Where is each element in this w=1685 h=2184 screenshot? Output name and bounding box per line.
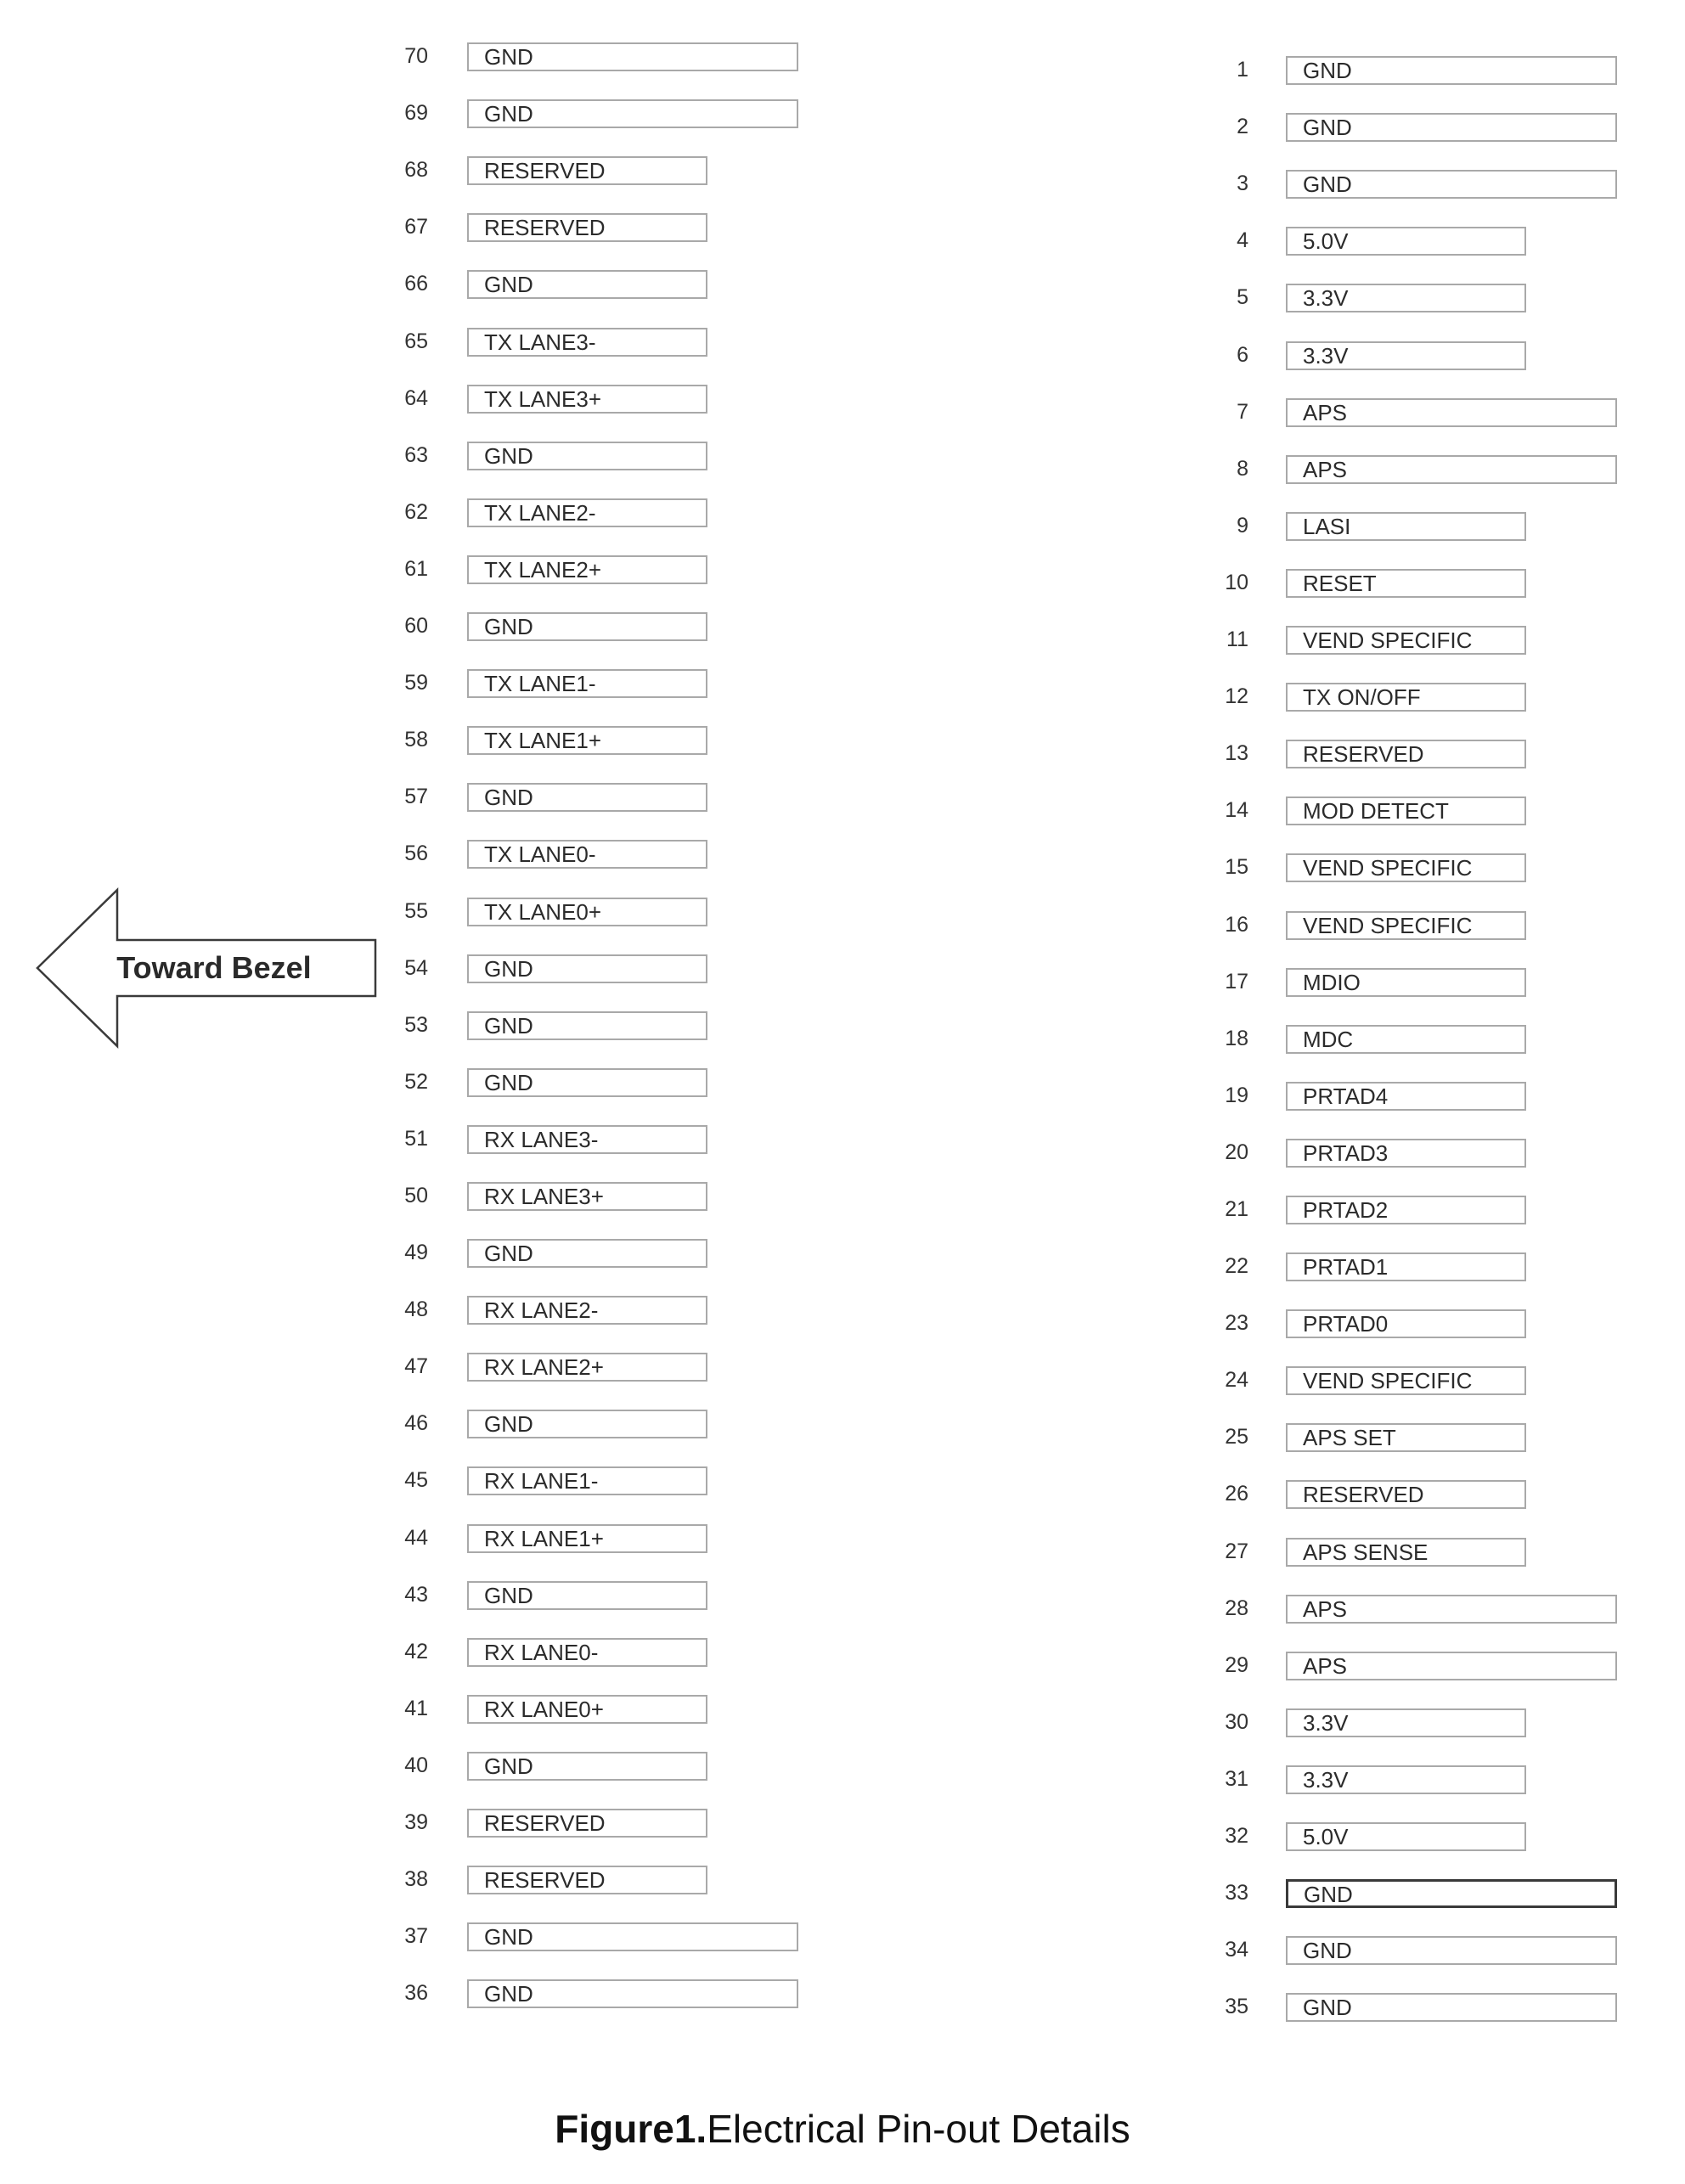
pin-signal-box — [1286, 1708, 1526, 1737]
pin-number: 24 — [1225, 1368, 1248, 1392]
pin-signal-label: GND — [484, 785, 533, 810]
pin-number: 8 — [1237, 457, 1248, 481]
pin-signal-box — [467, 270, 707, 299]
pin-signal-label: GND — [484, 614, 533, 639]
pin-signal-label: RESERVED — [1303, 741, 1424, 767]
pin-signal-box — [467, 1752, 707, 1781]
pin-number: 53 — [404, 1013, 428, 1037]
pin-signal-label: PRTAD4 — [1303, 1084, 1389, 1109]
toward-bezel-arrow — [32, 883, 389, 1053]
pin-number: 60 — [404, 614, 428, 638]
pin-signal-label: APS SET — [1303, 1425, 1396, 1450]
pin-signal-box — [467, 612, 707, 641]
pin-signal-box — [1286, 626, 1526, 655]
pin-signal-box — [467, 1410, 707, 1438]
pin-signal-label: RX LANE0- — [484, 1640, 599, 1665]
pin-signal-label: GND — [484, 1013, 533, 1039]
pin-number: 55 — [404, 899, 428, 923]
pin-number: 21 — [1225, 1197, 1248, 1221]
pin-signal-box — [1286, 683, 1526, 712]
pin-signal-box — [467, 1011, 707, 1040]
pin-signal-box — [467, 213, 707, 242]
pin-signal-label: GND — [484, 1583, 533, 1608]
pin-signal-box — [467, 328, 707, 357]
pin-signal-box — [467, 1068, 707, 1097]
pin-signal-box — [467, 1922, 798, 1951]
pin-signal-label: APS — [1303, 1596, 1348, 1622]
pin-signal-label: GND — [1303, 115, 1352, 140]
pin-signal-box — [467, 1638, 707, 1667]
pin-signal-box — [467, 1581, 707, 1610]
pin-signal-box — [1286, 1652, 1617, 1680]
pin-signal-box — [467, 1809, 707, 1838]
pin-signal-box — [467, 1239, 707, 1268]
pin-signal-box — [1286, 968, 1526, 997]
pin-signal-box — [1286, 1196, 1526, 1224]
pin-number: 4 — [1237, 228, 1248, 252]
pin-signal-label: TX ON/OFF — [1303, 684, 1421, 710]
pin-signal-box — [1286, 455, 1617, 484]
pin-signal-label: RX LANE1- — [484, 1468, 599, 1494]
pin-signal-label: GND — [1303, 1938, 1352, 1963]
pin-number: 30 — [1225, 1710, 1248, 1734]
pin-signal-label: RESERVED — [484, 215, 606, 240]
pin-signal-box — [1286, 1936, 1617, 1965]
pin-signal-box — [1286, 740, 1526, 768]
pin-signal-box — [467, 1466, 707, 1495]
pin-signal-label: GND — [484, 1241, 533, 1266]
pin-number: 46 — [404, 1411, 428, 1435]
pin-number: 9 — [1237, 514, 1248, 538]
pin-signal-label: APS — [1303, 400, 1348, 425]
pin-signal-label: GND — [484, 44, 533, 70]
pin-signal-label: GND — [1304, 1882, 1353, 1907]
pin-signal-label: RX LANE0+ — [484, 1697, 604, 1722]
pin-signal-box — [1286, 1765, 1526, 1794]
pin-signal-box — [1286, 1139, 1526, 1168]
pin-number: 64 — [404, 386, 428, 410]
pin-number: 49 — [404, 1241, 428, 1264]
pin-number: 7 — [1237, 400, 1248, 424]
pin-signal-label: VEND SPECIFIC — [1303, 913, 1473, 938]
pin-number: 33 — [1225, 1881, 1248, 1905]
pin-number: 52 — [404, 1070, 428, 1094]
pin-signal-box — [467, 1979, 798, 2008]
pin-number: 13 — [1225, 741, 1248, 765]
pin-signal-label: APS — [1303, 457, 1348, 482]
pin-signal-label: TX LANE1- — [484, 671, 596, 696]
pin-number: 40 — [404, 1753, 428, 1777]
pin-signal-label: GND — [484, 272, 533, 297]
pin-signal-label: MOD DETECT — [1303, 798, 1449, 824]
pin-number: 50 — [404, 1184, 428, 1207]
pin-number: 10 — [1225, 571, 1248, 594]
pin-signal-box — [467, 726, 707, 755]
pin-signal-label: RX LANE1+ — [484, 1526, 604, 1551]
pin-number: 61 — [404, 557, 428, 581]
pin-signal-label: 3.3V — [1303, 285, 1349, 311]
pin-number: 31 — [1225, 1767, 1248, 1791]
pin-signal-box — [467, 1866, 707, 1894]
pin-signal-label: GND — [484, 1981, 533, 2007]
pin-signal-box — [467, 385, 707, 414]
pin-number: 35 — [1225, 1995, 1248, 2018]
pin-number: 18 — [1225, 1027, 1248, 1050]
pin-signal-label: TX LANE3+ — [484, 386, 602, 412]
pin-signal-box — [1286, 1822, 1526, 1851]
pin-signal-label: RX LANE2- — [484, 1297, 599, 1323]
pin-signal-box — [1286, 113, 1617, 142]
pin-signal-label: 3.3V — [1303, 1767, 1349, 1793]
pin-signal-label: TX LANE2+ — [484, 557, 602, 583]
figure-title: Electrical Pin-out Details — [707, 2107, 1130, 2151]
pin-signal-label: TX LANE3- — [484, 329, 596, 355]
pin-signal-box — [467, 156, 707, 185]
pin-signal-box — [1286, 1309, 1526, 1338]
pin-signal-label: TX LANE2- — [484, 500, 596, 526]
pin-number: 22 — [1225, 1254, 1248, 1278]
pin-number: 15 — [1225, 855, 1248, 879]
pin-number: 2 — [1237, 115, 1248, 138]
pin-number: 68 — [404, 158, 428, 182]
pin-signal-box — [467, 442, 707, 470]
pin-number: 57 — [404, 785, 428, 808]
pin-number: 44 — [404, 1526, 428, 1550]
pin-number: 54 — [404, 956, 428, 980]
pin-number: 48 — [404, 1297, 428, 1321]
pin-number: 43 — [404, 1583, 428, 1607]
pin-signal-label: GND — [484, 101, 533, 127]
pin-number: 37 — [404, 1924, 428, 1948]
pin-signal-label: TX LANE0- — [484, 842, 596, 867]
pin-number: 19 — [1225, 1084, 1248, 1107]
pin-signal-label: TX LANE1+ — [484, 728, 602, 753]
pin-signal-box — [1286, 1252, 1526, 1281]
pin-signal-label: APS — [1303, 1653, 1348, 1679]
pin-signal-box — [467, 954, 707, 983]
pin-number: 58 — [404, 728, 428, 751]
pin-signal-box — [1286, 227, 1526, 256]
pin-signal-label: MDIO — [1303, 970, 1361, 995]
arrow-label: Toward Bezel — [116, 950, 312, 985]
pin-number: 32 — [1225, 1824, 1248, 1848]
pin-number: 38 — [404, 1867, 428, 1891]
pin-signal-label: GND — [484, 956, 533, 982]
pin-signal-label: MDC — [1303, 1027, 1354, 1052]
pin-number: 25 — [1225, 1425, 1248, 1449]
pin-signal-label: 5.0V — [1303, 1824, 1349, 1849]
pin-signal-label: PRTAD2 — [1303, 1197, 1389, 1223]
pin-signal-box — [1286, 569, 1526, 598]
pin-number: 6 — [1237, 343, 1248, 367]
pin-number: 16 — [1225, 913, 1248, 937]
pin-signal-box — [467, 1182, 707, 1211]
pin-signal-label: VEND SPECIFIC — [1303, 855, 1473, 881]
pin-signal-label: PRTAD3 — [1303, 1140, 1389, 1166]
pin-signal-label: VEND SPECIFIC — [1303, 1368, 1473, 1393]
pin-signal-box — [1286, 1025, 1526, 1054]
pin-signal-box — [1286, 398, 1617, 427]
pin-signal-box — [467, 498, 707, 527]
pin-signal-box — [1286, 341, 1526, 370]
pin-number: 45 — [404, 1468, 428, 1492]
pin-number: 28 — [1225, 1596, 1248, 1620]
pin-number: 63 — [404, 443, 428, 467]
pin-signal-box — [467, 1695, 707, 1724]
pin-signal-label: 3.3V — [1303, 1710, 1349, 1736]
pin-signal-box — [467, 1353, 707, 1382]
pin-signal-label: APS SENSE — [1303, 1539, 1429, 1565]
pin-number: 34 — [1225, 1938, 1248, 1962]
pin-signal-label: VEND SPECIFIC — [1303, 628, 1473, 653]
pin-number: 36 — [404, 1981, 428, 2005]
pin-number: 47 — [404, 1354, 428, 1378]
pin-number: 1 — [1237, 58, 1248, 82]
pin-signal-box — [1286, 911, 1526, 940]
pin-signal-box — [1286, 56, 1617, 85]
pin-number: 39 — [404, 1810, 428, 1834]
pin-signal-box — [1286, 1082, 1526, 1111]
pin-signal-box — [467, 42, 798, 71]
pin-signal-label: 3.3V — [1303, 343, 1349, 369]
pin-signal-label: 5.0V — [1303, 228, 1349, 254]
pin-signal-box — [1286, 1423, 1526, 1452]
pin-signal-box — [1286, 1595, 1617, 1624]
pin-number: 26 — [1225, 1482, 1248, 1506]
pin-number: 12 — [1225, 684, 1248, 708]
pin-number: 3 — [1237, 172, 1248, 195]
pin-signal-box — [467, 840, 707, 869]
pin-number: 56 — [404, 842, 428, 865]
pin-signal-label: GND — [484, 443, 533, 469]
pin-signal-box — [467, 669, 707, 698]
pin-signal-box — [467, 1125, 707, 1154]
pin-signal-label: RX LANE3- — [484, 1127, 599, 1152]
pin-signal-label: TX LANE0+ — [484, 899, 602, 925]
pin-number: 62 — [404, 500, 428, 524]
pin-number: 51 — [404, 1127, 428, 1151]
pin-signal-box — [1286, 1480, 1526, 1509]
pin-number: 67 — [404, 215, 428, 239]
pin-signal-label: GND — [484, 1753, 533, 1779]
pin-number: 69 — [404, 101, 428, 125]
pin-signal-box — [1286, 512, 1526, 541]
pin-signal-box — [467, 898, 707, 926]
pin-signal-box — [467, 1524, 707, 1553]
pin-number: 59 — [404, 671, 428, 695]
pin-number: 70 — [404, 44, 428, 68]
pin-number: 20 — [1225, 1140, 1248, 1164]
pin-number: 41 — [404, 1697, 428, 1720]
pin-signal-box — [467, 783, 707, 812]
pin-signal-label: GND — [484, 1924, 533, 1950]
pin-signal-label: RESET — [1303, 571, 1377, 596]
pin-signal-box — [467, 99, 798, 128]
pin-signal-label: LASI — [1303, 514, 1351, 539]
pin-signal-label: RESERVED — [1303, 1482, 1424, 1507]
pin-number: 11 — [1226, 628, 1248, 651]
pin-signal-label: GND — [484, 1411, 533, 1437]
pin-signal-box — [467, 555, 707, 584]
pin-signal-label: RESERVED — [484, 1867, 606, 1893]
figure-caption — [0, 2106, 1685, 2152]
pin-signal-box — [1286, 170, 1617, 199]
pin-number: 17 — [1225, 970, 1248, 993]
pin-number: 65 — [404, 329, 428, 353]
pin-number: 66 — [404, 272, 428, 296]
pin-signal-box — [467, 1296, 707, 1325]
pin-signal-label: PRTAD0 — [1303, 1311, 1389, 1337]
pin-signal-box — [1286, 1879, 1617, 1908]
pin-signal-box — [1286, 284, 1526, 312]
pin-signal-box — [1286, 1366, 1526, 1395]
pin-number: 29 — [1225, 1653, 1248, 1677]
pin-signal-label: GND — [1303, 1995, 1352, 2020]
pin-number: 27 — [1225, 1539, 1248, 1563]
pin-signal-label: RESERVED — [484, 158, 606, 183]
pin-number: 42 — [404, 1640, 428, 1663]
pin-signal-box — [1286, 1538, 1526, 1567]
pin-number: 14 — [1225, 798, 1248, 822]
pin-number: 23 — [1225, 1311, 1248, 1335]
pin-signal-label: RX LANE2+ — [484, 1354, 604, 1380]
pin-signal-label: GND — [484, 1070, 533, 1095]
pin-signal-label: RESERVED — [484, 1810, 606, 1836]
pin-signal-label: GND — [1303, 58, 1352, 83]
pin-signal-box — [1286, 796, 1526, 825]
pin-signal-box — [1286, 1993, 1617, 2022]
pin-number: 5 — [1237, 285, 1248, 309]
figure-label: Figure1. — [555, 2107, 707, 2151]
pin-signal-label: RX LANE3+ — [484, 1184, 604, 1209]
pin-signal-box — [1286, 853, 1526, 882]
pin-signal-label: PRTAD1 — [1303, 1254, 1389, 1280]
pin-signal-label: GND — [1303, 172, 1352, 197]
